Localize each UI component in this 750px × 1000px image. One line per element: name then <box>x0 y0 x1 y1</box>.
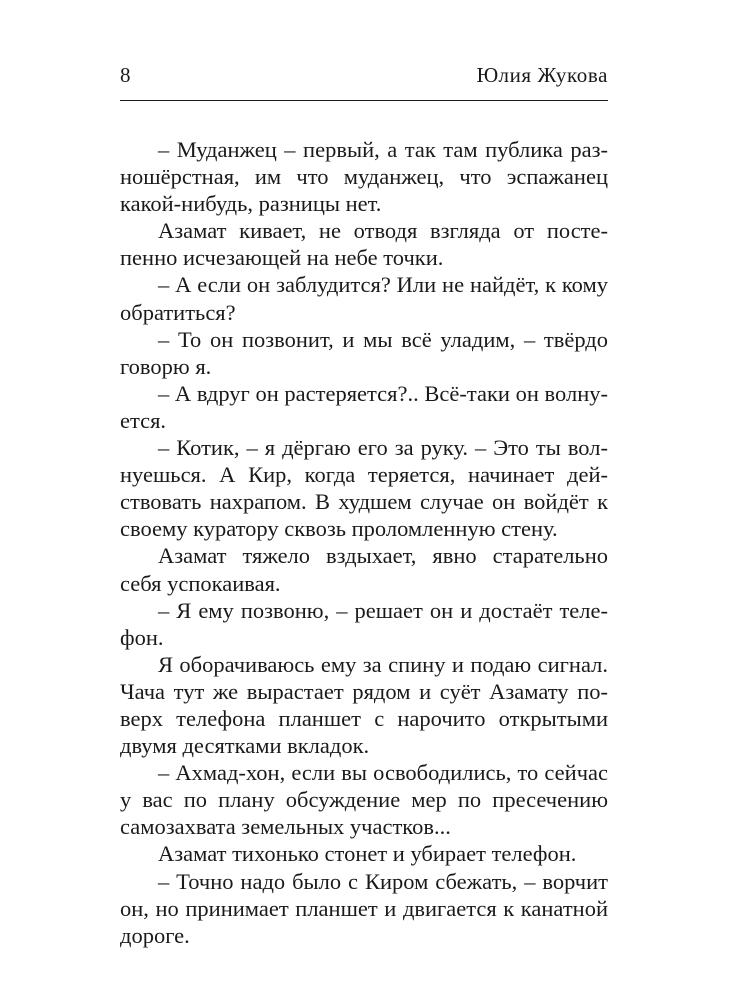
paragraph: – Точно надо было с Киром сбежать, – ворчит он, но принимает планшет и двигается к канатной дороге. <box>120 868 608 948</box>
paragraph: Азамат кивает, не отводя взгляда от постепенно исчезающей на небе точки. <box>120 218 608 271</box>
paragraph: Азамат тихонько стонет и убирает телефон. <box>158 841 577 867</box>
paragraph: – Я ему позвоню, – решает он и достаёт телефон. <box>120 597 608 650</box>
paragraph: – А вдруг он растеряется?.. Всё-таки он волнуется. <box>120 380 608 433</box>
paragraph: Азамат тяжело вздыхает, явно старательно себя успокаивая. <box>120 543 608 596</box>
paragraph: – Муданжец – первый, а так там публика разношёрстная, им что муданжец, что эспажанец какой-нибудь, разницы нет. <box>120 137 608 217</box>
body-text <box>120 136 608 949</box>
paragraph: Я оборачиваюсь ему за спину и подаю сигнал. Чача тут же вырастает рядом и суёт Азамату поверх телефона планшет с нарочито открытыми двумя десятками вкладок. <box>120 651 608 759</box>
header-author: Юлия Жукова <box>476 63 608 87</box>
paragraph: – Ахмад-хон, если вы освободились, то сейчас у вас по плану обсуждение мер по пресечению самозахвата земельных участков... <box>120 760 608 840</box>
paragraph: – То он позвонит, и мы всё уладим, – твёрдо говорю я. <box>120 326 608 379</box>
header-rule <box>120 100 608 101</box>
page-number: 8 <box>120 63 131 87</box>
paragraph: – Котик, – я дёргаю его за руку. – Это ты волнуешься. А Кир, когда теряется, начинает действовать нахрапом. В худшем случае он войдёт к своему куратору сквозь проломленную стену. <box>120 435 608 542</box>
paragraph: – А если он заблудится? Или не найдёт, к кому обратиться? <box>120 272 608 325</box>
running-head <box>120 62 608 94</box>
